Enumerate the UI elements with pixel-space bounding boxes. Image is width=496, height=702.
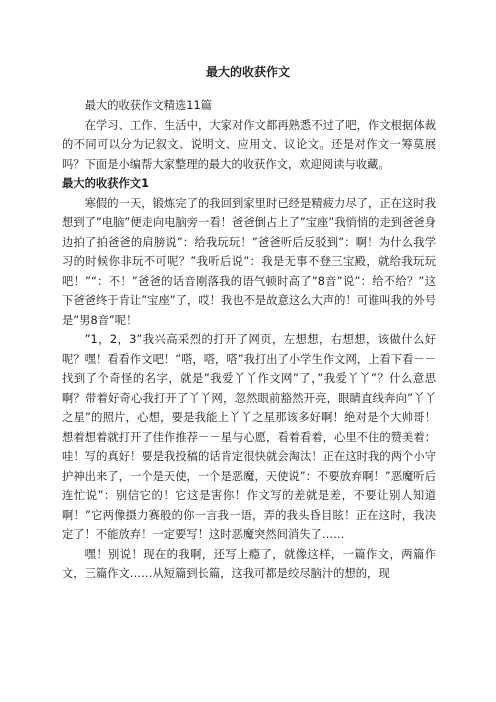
- body-paragraph: 寒假的一天，锻炼完了的我回到家里时已经是精疲力尽了，正在这时我想到了”电脑”便走向电脑旁一看！爸爸倒占上了”宝座”我悄悄的走到爸爸身边拍了拍爸爸的肩膀说”：给我玩玩！”爸爸听后反驳到”：啊！为什么我学习的时候你非玩不可呢？”我听后说”：我是无事不登三宝殿，就给我玩玩吧！”“：不！”爸爸的话音刚落我的语气顿时高了”8音”说”：给不给？”这下爸爸终于肯让”宝座”了，哎！我也不是故意这么大声的！可谁叫我的外号是”男8音”呢！: [62, 196, 436, 327]
- body-paragraph: ”1，2，3”我兴高采烈的打开了网页，左想想，右想想，该做什么好呢？嘿！看看作文吧！”嗒，嗒，嗒”我打出了小学生作文网，上看下看－－找到了个奇怪的名字，就是”我爱丫丫作文网”了，”我爱丫丫”？什么意思啊？带着好奇心我打开了丫丫网，忽然眼前豁然开亮，眼睛直线奔向”丫丫之星”的照片，心想，要是我能上丫丫之星那该多好啊！绝对是个大帅哥！想着想着就打开了佳作推荐－－星与心愿，看着看着，心里不住的赞美着：哇！写的真好！要是我投稿的话肯定很快就会淘汰！正在这时我的两个小守护神出来了，一个是天使，一个是恶魔，天使说”：不要放弃啊！”恶魔听后连忙说”：别信它的！它这是害你！作文写的差就是差，不要让别人知道啊！”它两像摄力赛般的你一言我一语，弄的我头昏目眩！正在这时，我决定了！不能放弃！一定要写！这时恶魔突然间消失了……: [62, 333, 436, 541]
- intro-paragraph: 在学习、工作、生活中，大家对作文都再熟悉不过了吧，作文根据体裁的不同可以分为记叙文、说明文、应用文、议论文。还是对作文一筹莫展吗？下面是小编帮大家整理的最大的收获作文，欢迎阅读与收藏。: [62, 118, 436, 171]
- document-body: [62, 96, 436, 584]
- section-heading: 最大的收获作文1: [62, 177, 149, 190]
- document-title: 最大的收获作文: [205, 65, 290, 79]
- document-subtitle: 最大的收获作文精选11篇: [84, 99, 212, 112]
- body-paragraph: 嘿！别说！现在的我啊，还写上瘾了，就像这样，一篇作文，两篇作文，三篇作文……从短篇到长篇，这我可都是绞尽脑汁的想的，现: [62, 547, 436, 580]
